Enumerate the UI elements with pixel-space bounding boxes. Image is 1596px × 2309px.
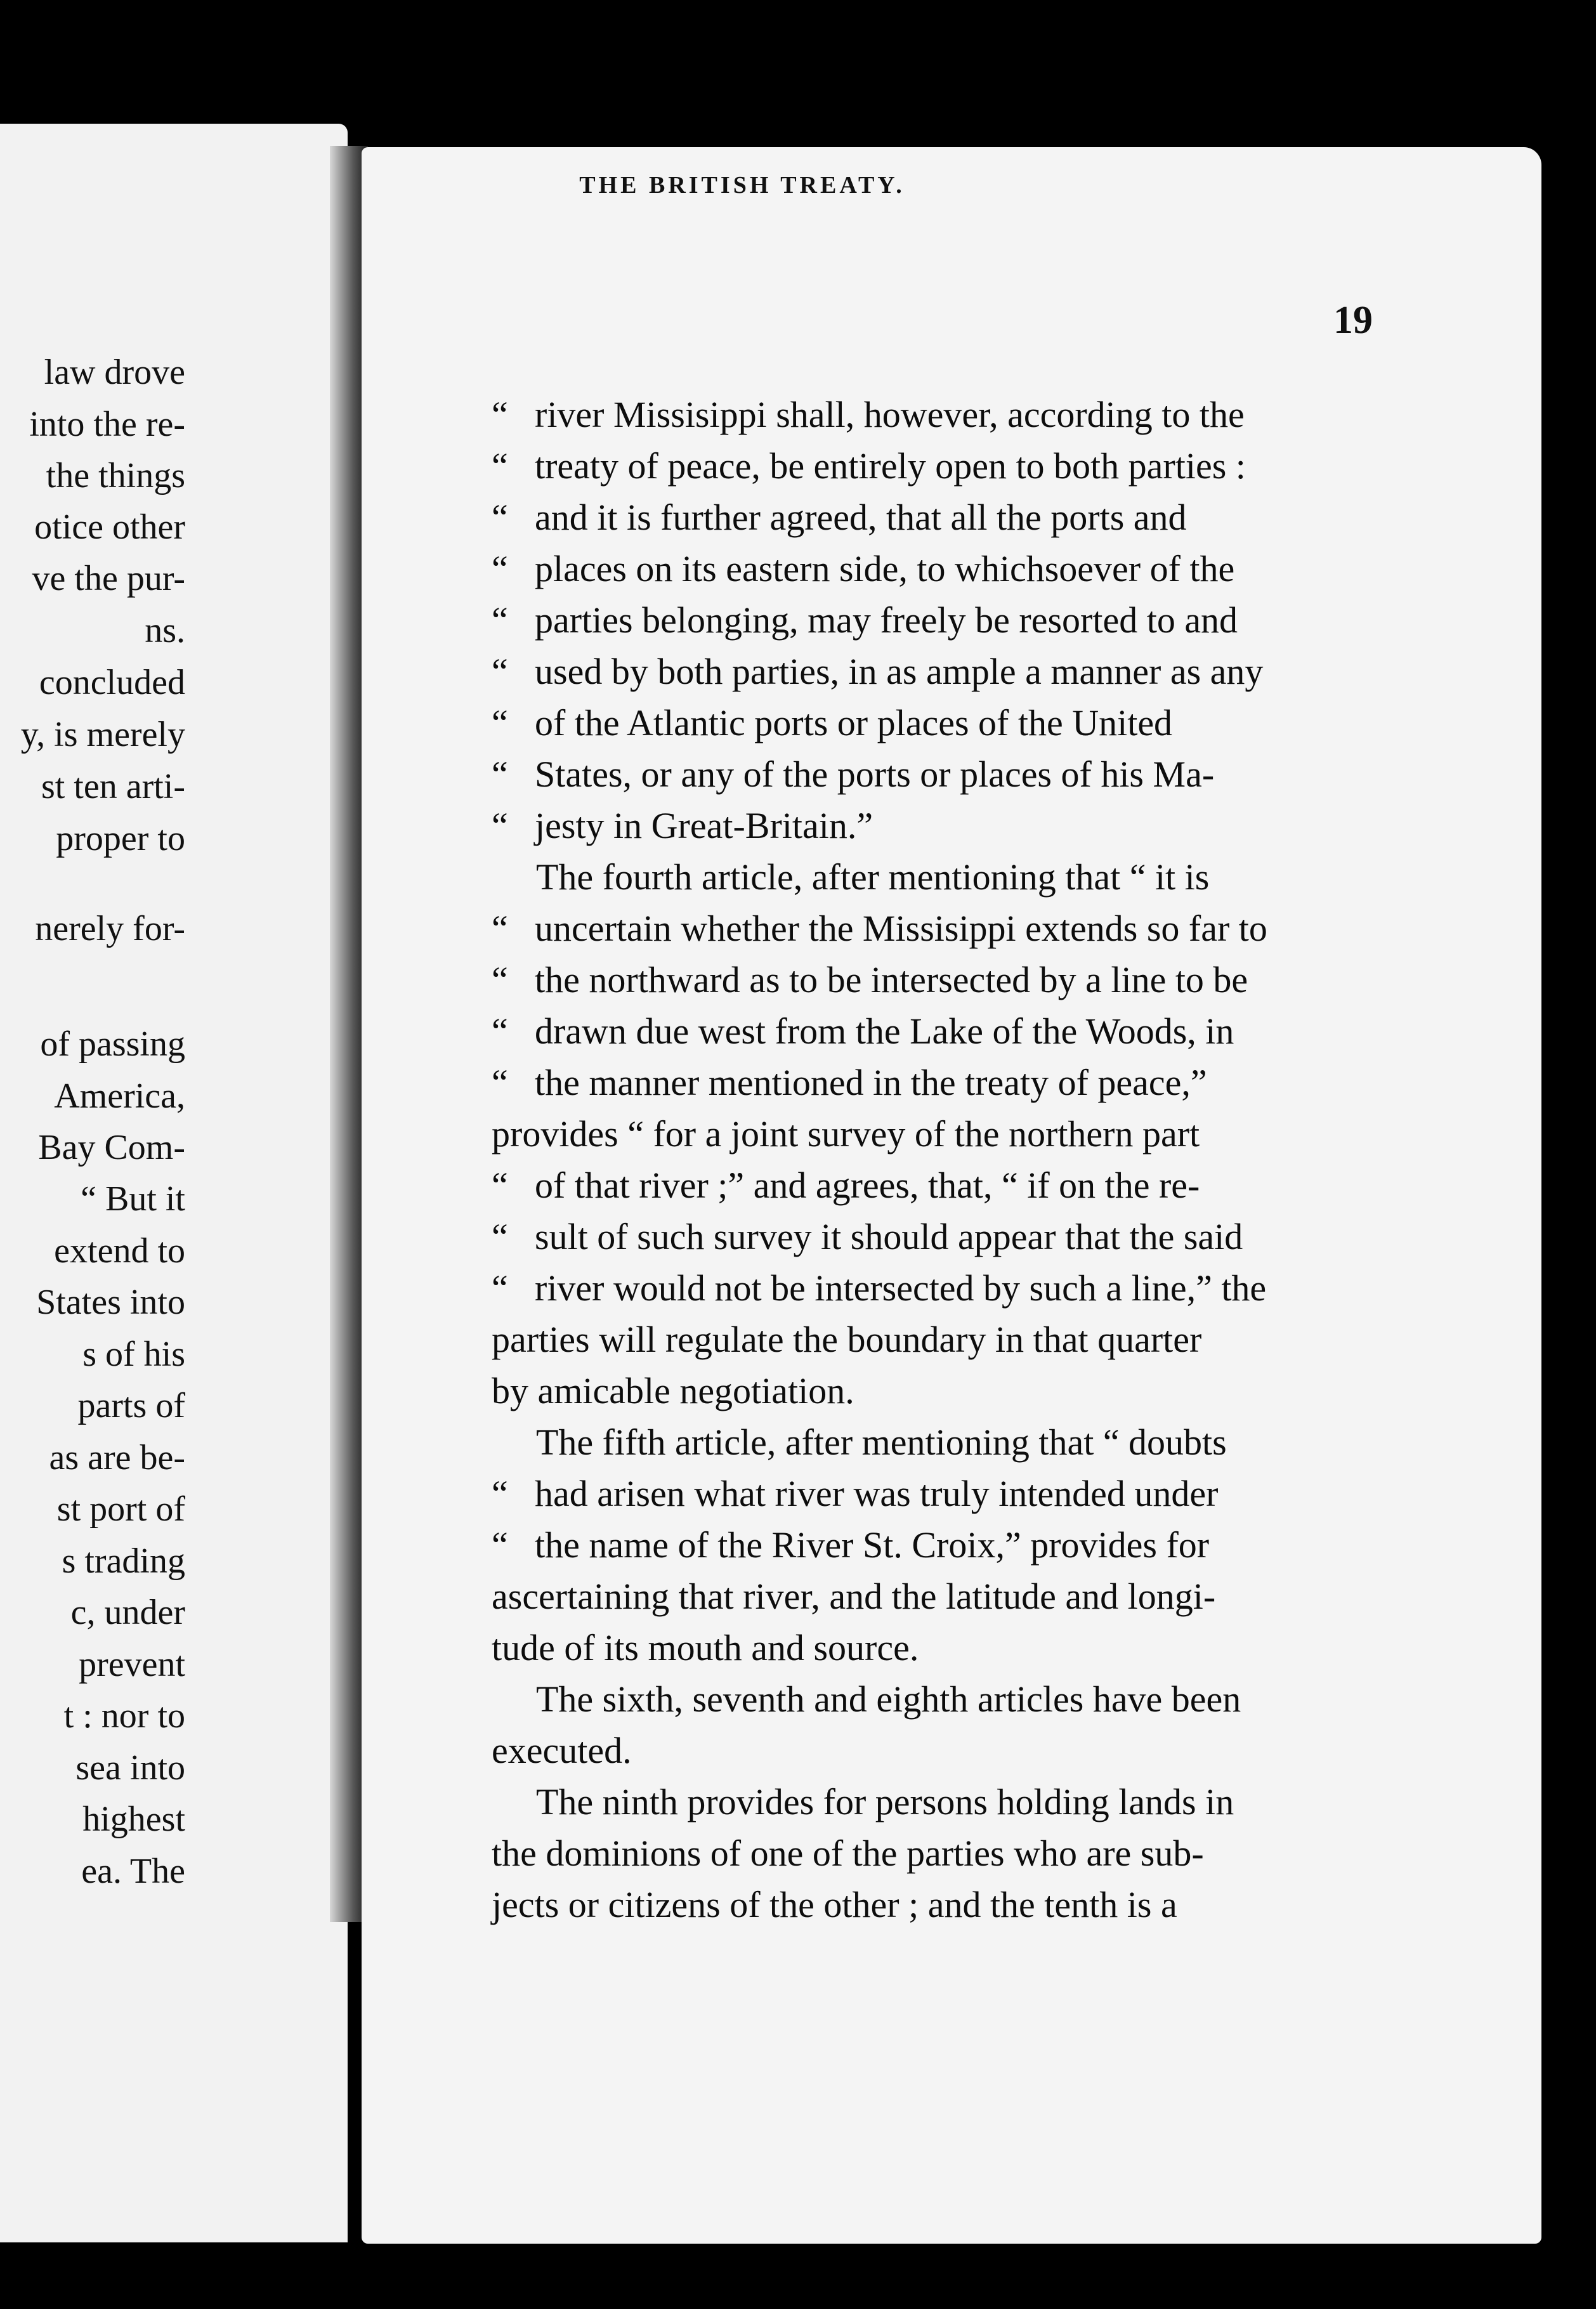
text-line <box>492 1164 1200 1207</box>
text-line <box>536 1678 1241 1720</box>
line-text: of that river ;” and agrees, that, “ if on the re- <box>535 1165 1200 1206</box>
line-text: by amicable negotiation. <box>492 1370 854 1411</box>
line-text: the dominions of one of the parties who are sub- <box>492 1833 1204 1874</box>
line-text: river Missisippi shall, however, according to the <box>535 394 1245 435</box>
line-text: tude of its mouth and source. <box>492 1627 919 1668</box>
text-line <box>492 1472 1218 1515</box>
line-text: the northward as to be intersected by a line to be <box>535 959 1248 1000</box>
text-line <box>492 1729 632 1772</box>
text-line <box>492 650 1263 693</box>
left-page-line: t : nor to <box>63 1696 185 1736</box>
left-page-line: c, under <box>70 1593 185 1632</box>
line-text: drawn due west from the Lake of the Woods, in <box>535 1011 1234 1052</box>
text-line <box>536 1421 1227 1463</box>
text-line <box>536 856 1209 898</box>
left-page-line: Bay Com- <box>38 1128 185 1167</box>
left-page-line: sea into <box>75 1748 185 1788</box>
continuation-quote-mark: “ <box>492 754 508 795</box>
left-page-line: into the re- <box>29 405 185 444</box>
continuation-quote-mark: “ <box>492 651 508 692</box>
continuation-quote-mark: “ <box>492 1165 508 1206</box>
left-page-line: s of his <box>82 1335 185 1374</box>
text-line <box>492 599 1238 641</box>
continuation-quote-mark: “ <box>492 959 508 1000</box>
continuation-quote-mark: “ <box>492 497 508 538</box>
text-line <box>492 1061 1207 1104</box>
text-line <box>492 496 1187 539</box>
page-number: 19 <box>1333 299 1373 342</box>
left-page-line: law drove <box>44 353 185 392</box>
left-page-line: ve the pur- <box>32 559 185 598</box>
left-page-line: concluded <box>39 663 185 702</box>
continuation-quote-mark: “ <box>492 1524 508 1566</box>
line-text: provides “ for a joint survey of the northern part <box>492 1113 1200 1154</box>
line-text: the manner mentioned in the treaty of peace,” <box>535 1062 1207 1103</box>
line-text: parties will regulate the boundary in that quarter <box>492 1319 1202 1360</box>
text-line <box>492 1524 1209 1566</box>
line-text: river would not be intersected by such a line,” the <box>535 1267 1267 1309</box>
text-line <box>492 753 1214 795</box>
left-page-line: y, is merely <box>20 715 185 754</box>
text-line <box>492 1267 1266 1309</box>
line-text: and it is further agreed, that all the ports and <box>535 497 1187 538</box>
continuation-quote-mark: “ <box>492 394 508 435</box>
text-line <box>492 1575 1215 1618</box>
continuation-quote-mark: “ <box>492 548 508 589</box>
left-page-line: highest <box>82 1800 185 1839</box>
left-page-line: st ten arti- <box>41 767 185 806</box>
text-line <box>536 1781 1234 1823</box>
left-page-line: “ But it <box>81 1179 185 1219</box>
continuation-quote-mark: “ <box>492 445 508 487</box>
text-line <box>492 1010 1234 1052</box>
line-text: The fourth article, after mentioning that “ it is <box>536 856 1210 898</box>
continuation-quote-mark: “ <box>492 702 508 743</box>
text-line <box>492 1113 1200 1155</box>
line-text: jesty in Great-Britain.” <box>535 805 873 846</box>
text-line <box>492 1883 1177 1926</box>
text-line <box>492 958 1248 1001</box>
line-text: States, or any of the ports or places of his Ma- <box>535 754 1215 795</box>
text-line <box>492 1626 919 1669</box>
left-page-line: as are be- <box>49 1438 185 1477</box>
text-line <box>492 1832 1204 1874</box>
line-text: places on its eastern side, to whichsoever of the <box>535 548 1235 589</box>
line-text: of the Atlantic ports or places of the United <box>535 702 1173 743</box>
continuation-quote-mark: “ <box>492 805 508 846</box>
text-line <box>492 1370 854 1412</box>
continuation-quote-mark: “ <box>492 1473 508 1514</box>
continuation-quote-mark: “ <box>492 599 508 641</box>
line-text: The sixth, seventh and eighth articles have been <box>536 1678 1241 1720</box>
line-text: uncertain whether the Missisippi extends so far to <box>535 908 1267 949</box>
line-text: parties belonging, may freely be resorted to and <box>535 599 1238 641</box>
line-text: sult of such survey it should appear that the said <box>535 1216 1243 1257</box>
line-text: ascertaining that river, and the latitude and longi- <box>492 1576 1216 1617</box>
line-text: had arisen what river was truly intended under <box>535 1473 1219 1514</box>
running-head: THE BRITISH TREATY. <box>579 172 905 199</box>
left-page-line: of passing <box>40 1024 185 1064</box>
text-line <box>492 393 1245 436</box>
line-text: treaty of peace, be entirely open to both parties : <box>535 445 1246 487</box>
left-page-line: States into <box>36 1283 185 1322</box>
left-page-line: proper to <box>56 819 185 858</box>
text-line <box>492 547 1234 590</box>
line-text: The fifth article, after mentioning that “ doubts <box>536 1422 1227 1463</box>
line-text: The ninth provides for persons holding lands in <box>536 1781 1234 1822</box>
left-page-line: parts of <box>77 1386 185 1425</box>
line-text: executed. <box>492 1730 632 1771</box>
line-text: jects or citizens of the other ; and the tenth is a <box>492 1884 1177 1925</box>
text-line <box>492 804 873 847</box>
left-page-line: America, <box>54 1076 185 1116</box>
left-page-line: ea. The <box>81 1852 185 1891</box>
text-line <box>492 702 1172 744</box>
left-page-line: the things <box>46 456 185 495</box>
text-line <box>492 445 1246 487</box>
left-page-line: otice other <box>34 507 185 547</box>
continuation-quote-mark: “ <box>492 908 508 949</box>
left-page-line: st port of <box>56 1489 185 1529</box>
line-text: used by both parties, in as ample a manner as any <box>535 651 1264 692</box>
line-text: the name of the River St. Croix,” provides for <box>535 1524 1210 1566</box>
left-page-line: ns. <box>145 611 185 650</box>
left-page-line: nerely for- <box>35 909 185 948</box>
text-line <box>492 1318 1201 1361</box>
continuation-quote-mark: “ <box>492 1216 508 1257</box>
continuation-quote-mark: “ <box>492 1267 508 1309</box>
text-line <box>492 907 1267 950</box>
left-page-line: extend to <box>54 1231 185 1271</box>
text-line <box>492 1215 1243 1258</box>
continuation-quote-mark: “ <box>492 1011 508 1052</box>
left-page-line: s trading <box>62 1541 185 1581</box>
left-page-line: prevent <box>79 1645 185 1684</box>
continuation-quote-mark: “ <box>492 1062 508 1103</box>
